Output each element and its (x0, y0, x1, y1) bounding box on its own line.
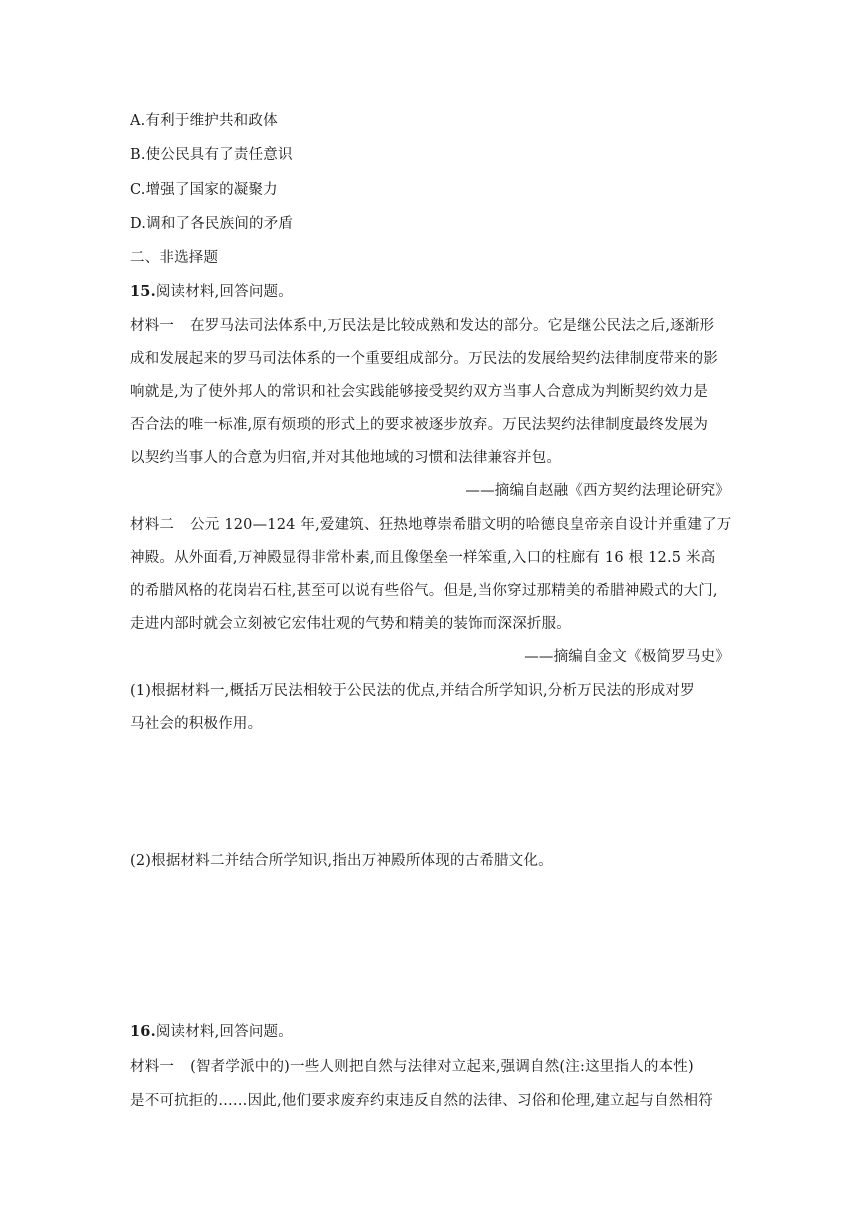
question-number: 16. (130, 1023, 156, 1040)
question-number: 15. (130, 283, 156, 300)
q15-material2-line (130, 515, 730, 535)
q15-material1-line: 否合法的唯一标准,原有烦琐的形式上的要求被逐步放弃。万民法契约法律制度最终发展为 (130, 417, 709, 433)
question-15-header (130, 282, 730, 302)
material-label: 材料一 (130, 318, 175, 334)
section-title: 二、非选择题 (130, 250, 219, 266)
q15-material2-line: 的希腊风格的花岗岩石柱,甚至可以说有些俗气。但是,当你穿过那精美的希腊神殿式的大门, (130, 583, 718, 599)
option-d: D.调和了各民族间的矛盾 (130, 216, 294, 232)
material-text: 公元 120—124 年,爱建筑、狂热地尊崇希腊文明的哈德良皇帝亲自设计并重建了万 (190, 517, 732, 533)
q16-material1-line (130, 1057, 730, 1077)
q15-material1-source: ——摘编自赵融《西方契约法理论研究》 (465, 483, 730, 499)
q15-material1-line (130, 316, 730, 336)
question-16-header (130, 1022, 730, 1042)
material-label: 材料一 (130, 1059, 175, 1075)
q15-material1-line: 响就是,为了使外邦人的常识和社会实践能够接受契约双方当事人合意成为判断契约效力是 (130, 384, 709, 400)
q15-material1-line: 以契约当事人的合意为归宿,并对其他地域的习惯和法律兼容并包。 (130, 450, 562, 466)
q15-material2-line: 走进内部时就会立刻被它宏伟壮观的气势和精美的装饰而深深折服。 (130, 616, 571, 632)
material-text: (智者学派中的)一些人则把自然与法律对立起来,强调自然(注:这里指人的本性) (190, 1059, 694, 1075)
q15-subquestion-2: (2)根据材料二并结合所学知识,指出万神殿所体现的古希腊文化。 (130, 853, 553, 869)
option-c: C.增强了国家的凝聚力 (130, 182, 278, 198)
q15-subquestion-1-line: 马社会的积极作用。 (130, 716, 263, 732)
q15-material2-source: ——摘编自金文《极简罗马史》 (524, 649, 730, 665)
q15-material1-line: 成和发展起来的罗马司法体系的一个重要组成部分。万民法的发展给契约法律制度带来的影 (130, 351, 718, 367)
q15-subquestion-1-line: (1)根据材料一,概括万民法相较于公民法的优点,并结合所学知识,分析万民法的形成对罗 (130, 683, 695, 699)
question-prompt: 阅读材料,回答问题。 (155, 284, 293, 300)
material-text: 在罗马法司法体系中,万民法是比较成熟和发达的部分。它是继公民法之后,逐渐形 (190, 318, 715, 334)
question-prompt: 阅读材料,回答问题。 (155, 1024, 293, 1040)
document-page (130, 0, 730, 1216)
q15-material2-line: 神殿。从外面看,万神殿显得非常朴素,而且像堡垒一样笨重,入口的柱廊有 16 根 12.5 米高 (130, 550, 716, 566)
material-label: 材料二 (130, 517, 175, 533)
option-b: B.使公民具有了责任意识 (130, 147, 293, 163)
option-a: A.有利于维护共和政体 (130, 113, 278, 129)
q16-material1-line: 是不可抗拒的……因此,他们要求废弃约束违反自然的法律、习俗和伦理,建立起与自然相符 (130, 1093, 713, 1109)
